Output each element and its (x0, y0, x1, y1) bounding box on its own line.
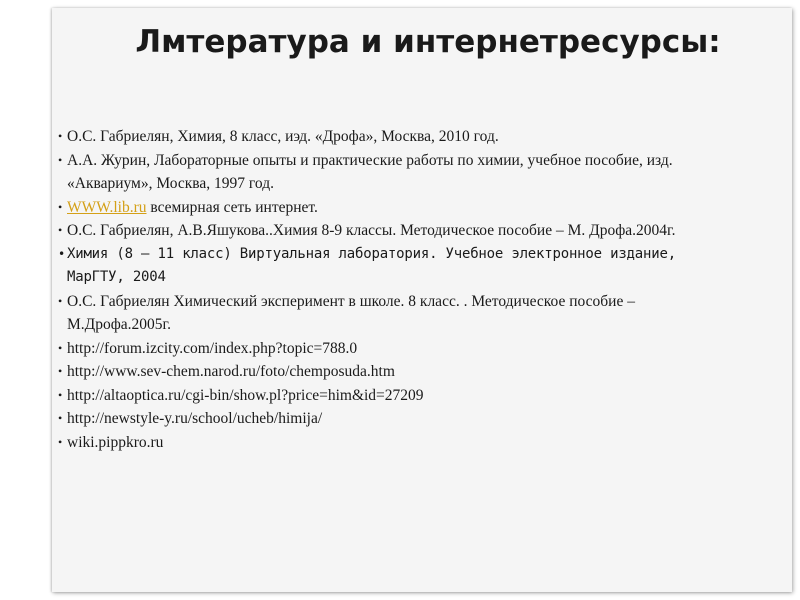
bullet-icon: • (58, 387, 63, 402)
list-item: • wiki.pippkro.ru (52, 431, 732, 455)
list-item: • Химия (8 – 11 класс) Виртуальная лаборатория. Учебное электронное издание, МарГТУ, 2004 (52, 243, 732, 290)
list-item: • http://forum.izcity.com/index.php?topic=788.0 (52, 337, 732, 361)
list-item: • http://newstyle-y.ru/school/ucheb/himija/ (52, 407, 732, 431)
bullet-icon: • (58, 411, 63, 425)
bullet-icon: • (58, 223, 63, 237)
slide-title: Лмтература и интернетресурсы: (135, 24, 721, 60)
bullet-icon: • (58, 129, 63, 143)
bullet-icon: • (58, 152, 63, 167)
list-item: • А.А. Журин, Лабораторные опыты и практические работы по химии, учебное пособие, изд. «Аквариум», Москва, 1997 год. (52, 149, 732, 196)
bullet-icon: • (58, 246, 66, 261)
lib-ru-link[interactable]: WWW.lib.ru (67, 198, 147, 216)
bullet-icon: • (58, 293, 63, 308)
list-item: • О.С. Габриелян, Химия, 8 класс, иэд. «Дрофа», Москва, 2010 год. (52, 125, 732, 149)
content-panel (52, 8, 792, 592)
list-item: • WWW.lib.ru всемирная сеть интернет. (52, 196, 732, 220)
list-item: • http://altaoptica.ru/cgi-bin/show.pl?price=him&id=27209 (52, 384, 732, 408)
list-item: • О.С. Габриелян Химический эксперимент в школе. 8 класс. . Методическое пособие – М.Дрофа.2005г. (52, 290, 732, 337)
bullet-icon: • (58, 434, 63, 449)
list-item: • О.С. Габриелян, А.В.Яшукова..Химия 8-9 классы. Методическое пособие – М. Дрофа.2004г. (52, 219, 732, 243)
reference-list (52, 125, 732, 454)
bullet-icon: • (58, 364, 63, 378)
bullet-icon: • (58, 340, 63, 355)
list-item: • http://www.sev-chem.narod.ru/foto/chemposuda.htm (52, 360, 732, 384)
bullet-icon: • (58, 199, 63, 214)
